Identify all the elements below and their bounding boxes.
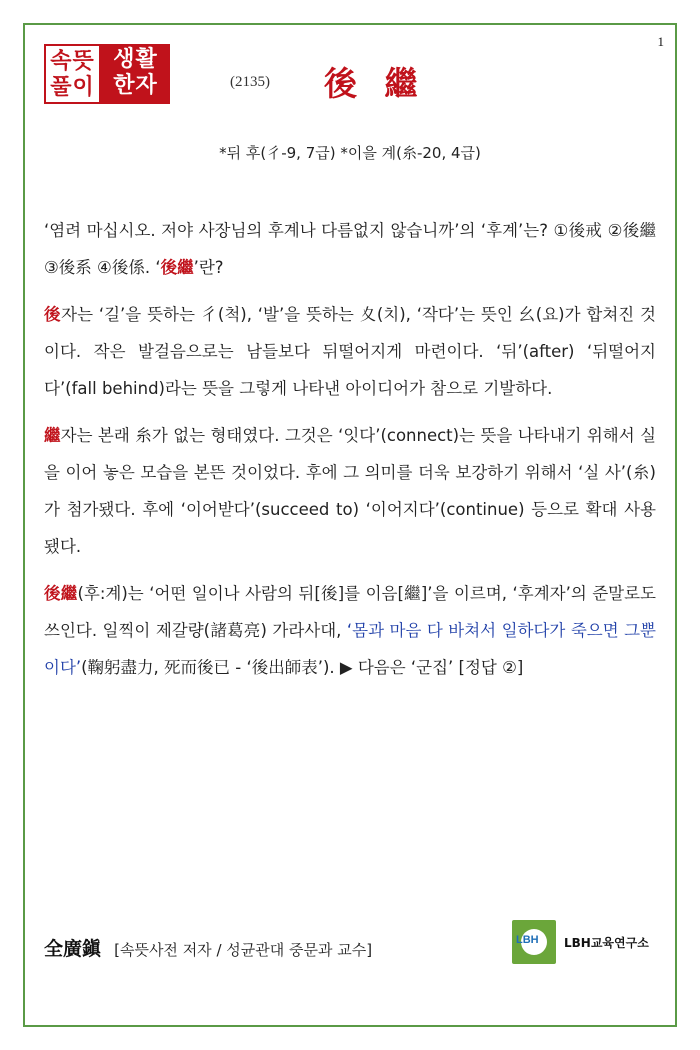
lbh-logo-icon [512, 920, 556, 964]
logo-right-block [101, 44, 170, 104]
logo-text: LBH [516, 934, 539, 946]
article-number: (2135) [230, 74, 270, 90]
highlight-term: 後繼 [44, 584, 78, 603]
paragraph-text: (후:계)는 ‘어떤 일이나 사람의 뒤[後]를 이음[繼]’을 이르며, ‘후계자’의 준말로도 쓰인다. 일찍이 제갈량(諸葛亮) 가라사대, [44, 584, 656, 640]
paragraph-text: 자는 본래 糸가 없는 형태였다. 그것은 ‘잇다’(connect)는 뜻을 나타내기 위해서 실을 이어 놓은 모습을 본뜬 것이었다. 후에 그 의미를 더욱 보강하기 위해서 ‘실 사’(糸)가 첨가됐다. 후에 ‘이어받다’(succeed to) ‘이어지다’(continue) 등으로 확대 사용됐다. [44, 426, 657, 556]
logo-text: 풀이 [50, 75, 95, 100]
author-name: 全廣鎭 [44, 938, 102, 960]
publisher-name: LBH교육연구소 [564, 936, 649, 950]
paragraph-text: (鞠躬盡力, 死而後已 - ‘後出師表’). ▶ 다음은 ‘군집’ [정답 ②] [81, 658, 524, 677]
quote-text: ‘몸과 마음 다 바쳐서 일하다가 죽으면 그뿐이다’ [44, 621, 656, 677]
character-info: *뒤 후(彳-9, 7급) *이을 계(糸-20, 4급) [219, 144, 481, 162]
highlight-term: 後 [44, 305, 62, 324]
page-number: 1 [657, 34, 664, 49]
paragraph [44, 575, 656, 686]
author-description: [속뜻사전 저자 / 성균관대 중문과 교수] [114, 941, 373, 959]
publisher-logo [512, 920, 662, 972]
paragraph [44, 212, 656, 286]
logo-left-block [44, 44, 101, 104]
article-body [44, 212, 656, 696]
paragraph [44, 417, 656, 565]
author-credit [44, 934, 372, 961]
paragraph-text: ‘염려 마십시오. 저야 사장님의 후계나 다름없지 않습니까’의 ‘후계’는? ①後戒 ②後繼 ③後系 ④後係. ‘ [44, 221, 656, 277]
paragraph-text: ’란? [193, 258, 224, 277]
page-title: 後 繼 [324, 64, 426, 103]
highlight-term: 後繼 [160, 258, 194, 277]
logo-text: 속뜻 [50, 49, 95, 74]
logo-text: 생활 [113, 47, 158, 72]
paragraph-text: 자는 ‘길’을 뜻하는 彳(척), ‘발’을 뜻하는 夊(치), ‘작다’는 뜻인 幺(요)가 합쳐진 것이다. 작은 발걸음으로는 남들보다 뒤떨어지게 마련이다. ‘뒤’(after) ‘뒤떨어지다’(fall behind)라는 뜻을 그렇게 나타낸 아이디어가 참으로 기발하다. [44, 305, 656, 398]
series-logo [44, 44, 170, 104]
logo-text: 한자 [113, 73, 158, 98]
highlight-term: 繼 [44, 426, 61, 445]
paragraph [44, 296, 656, 407]
